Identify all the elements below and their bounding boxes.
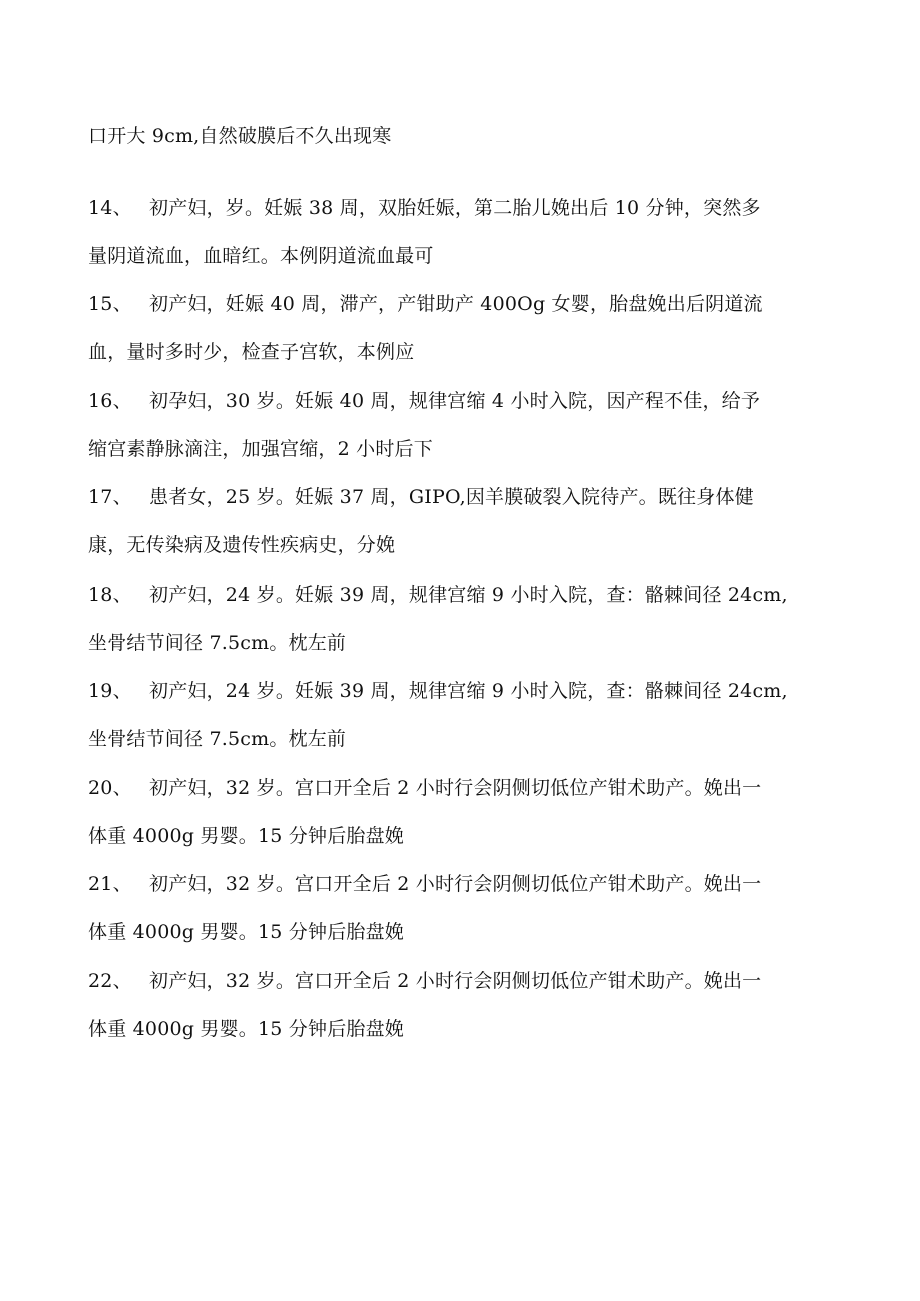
question-text: 患者女，25 岁。妊娠 37 周，GIPO,因羊膜破裂入院待产。既往身体健 bbox=[149, 486, 754, 508]
question-14-line-1 bbox=[88, 196, 761, 220]
question-text: 初孕妇，30 岁。妊娠 40 周，规律宫缩 4 小时入院，因产程不佳，给予 bbox=[149, 390, 761, 412]
question-text: 初产妇，32 岁。宫口开全后 2 小时行会阴侧切低位产钳术助产。娩出一 bbox=[149, 970, 762, 992]
question-text: 初产妇，32 岁。宫口开全后 2 小时行会阴侧切低位产钳术助产。娩出一 bbox=[149, 873, 762, 895]
question-number: 16、 bbox=[88, 390, 132, 412]
question-number: 17、 bbox=[88, 486, 132, 508]
question-text: 初产妇，岁。妊娠 38 周，双胎妊娠，第二胎儿娩出后 10 分钟，突然多 bbox=[149, 197, 761, 219]
intro-line: 口开大 9cm,自然破膜后不久出现寒 bbox=[88, 125, 392, 147]
question-20-line-1 bbox=[88, 776, 761, 800]
question-21-line-2: 体重 4000g 男婴。15 分钟后胎盘娩 bbox=[88, 921, 405, 943]
question-22-line-1 bbox=[88, 969, 761, 993]
question-18-line-1 bbox=[88, 583, 788, 607]
question-19-line-2: 坐骨结节间径 7.5cm。枕左前 bbox=[88, 728, 347, 750]
question-number: 15、 bbox=[88, 293, 132, 315]
question-number: 14、 bbox=[88, 197, 132, 219]
question-number: 21、 bbox=[88, 873, 132, 895]
question-17-line-2: 康，无传染病及遗传性疾病史，分娩 bbox=[88, 534, 396, 556]
question-21-line-1 bbox=[88, 872, 761, 896]
question-16-line-1 bbox=[88, 389, 760, 413]
question-19-line-1 bbox=[88, 679, 788, 703]
question-text: 初产妇，24 岁。妊娠 39 周，规律宫缩 9 小时入院，查：骼棘间径 24cm, bbox=[149, 680, 788, 702]
question-number: 22、 bbox=[88, 970, 132, 992]
question-14-line-2: 量阴道流血，血暗红。本例阴道流血最可 bbox=[88, 245, 434, 267]
question-text: 初产妇，32 岁。宫口开全后 2 小时行会阴侧切低位产钳术助产。娩出一 bbox=[149, 777, 762, 799]
question-15-line-2: 血，量时多时少，检查子宫软，本例应 bbox=[88, 341, 415, 363]
question-text: 初产妇，24 岁。妊娠 39 周，规律宫缩 9 小时入院，查：骼棘间径 24cm, bbox=[149, 584, 788, 606]
question-number: 20、 bbox=[88, 777, 132, 799]
question-18-line-2: 坐骨结节间径 7.5cm。枕左前 bbox=[88, 632, 347, 654]
question-15-line-1 bbox=[88, 292, 763, 316]
question-16-line-2: 缩宫素静脉滴注，加强宫缩，2 小时后下 bbox=[88, 438, 433, 460]
question-number: 19、 bbox=[88, 680, 132, 702]
question-20-line-2: 体重 4000g 男婴。15 分钟后胎盘娩 bbox=[88, 825, 405, 847]
question-number: 18、 bbox=[88, 584, 132, 606]
question-17-line-1 bbox=[88, 485, 754, 509]
question-text: 初产妇，妊娠 40 周，滞产，产钳助产 400Og 女婴，胎盘娩出后阴道流 bbox=[149, 293, 763, 315]
question-22-line-2: 体重 4000g 男婴。15 分钟后胎盘娩 bbox=[88, 1018, 405, 1040]
